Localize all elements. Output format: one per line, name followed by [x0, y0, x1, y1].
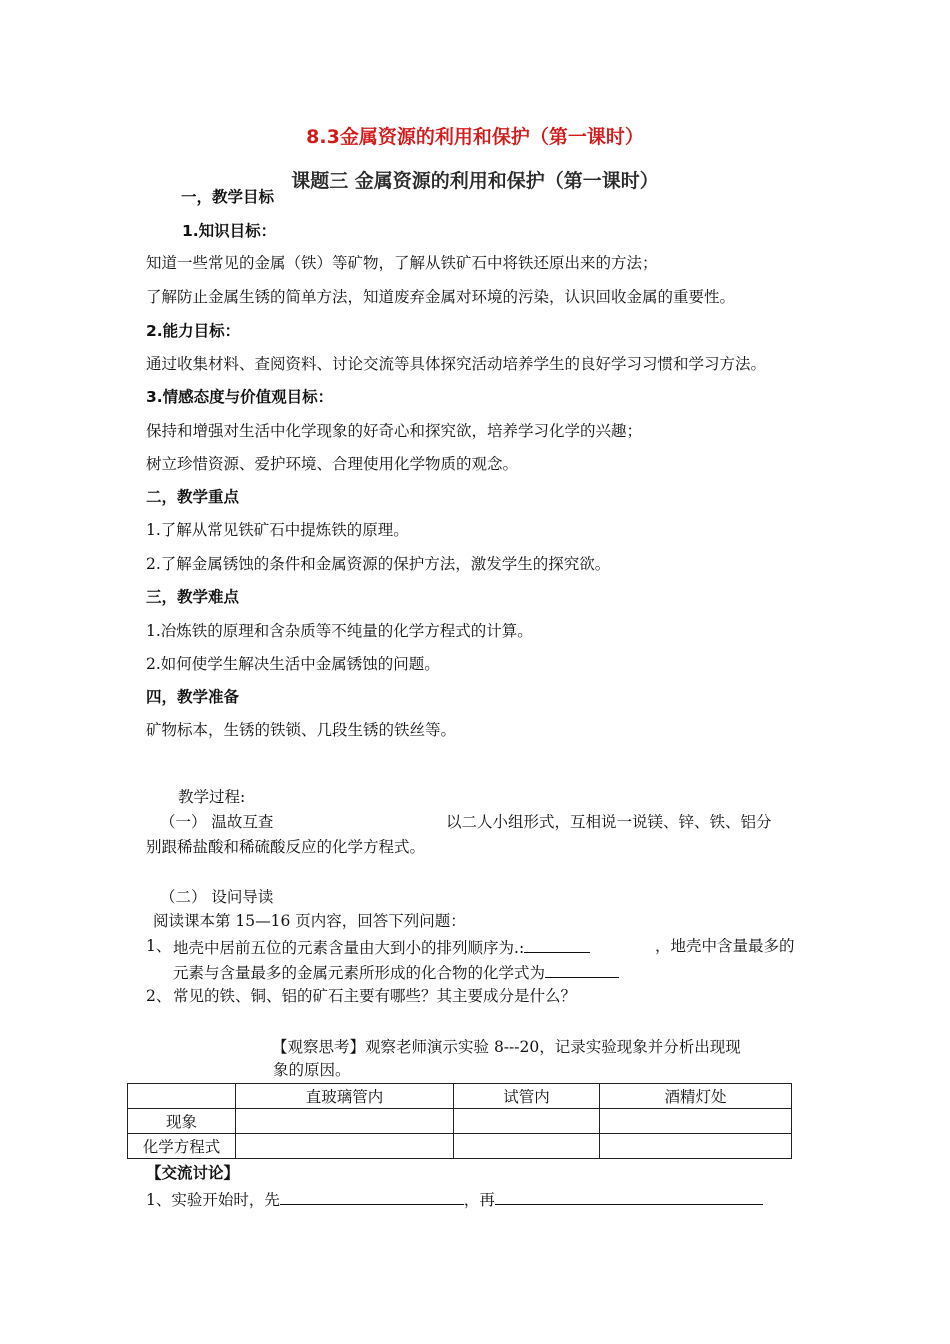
table-row: [128, 1109, 792, 1134]
difficulty-line: 1.冶炼铁的原理和含杂质等不纯量的化学方程式的计算。: [146, 622, 533, 640]
read-intro: 阅读课本第 15—16 页内容，回答下列问题：: [153, 912, 466, 930]
title-shadow: 课题三 金属资源的利用和保护（第一课时）: [291, 170, 659, 192]
section3-heading: 三，教学难点: [146, 588, 240, 606]
section1-heading: 一，教学目标: [181, 188, 275, 206]
observe-line: [272, 1037, 741, 1057]
table-cell[interactable]: [236, 1134, 454, 1159]
answer-blank[interactable]: [524, 936, 590, 953]
observe-text-cont: 象的原因。: [273, 1061, 351, 1079]
question-1: 地壳中居前五位的元素含量由大到小的排列顺序为.:: [173, 936, 590, 958]
answer-blank[interactable]: [280, 1188, 464, 1205]
difficulty-line: 2.如何使学生解决生活中金属锈蚀的问题。: [146, 655, 440, 673]
question-number: 1、: [146, 937, 172, 955]
knowledge-heading: 1.知识目标：: [182, 222, 277, 240]
table-row: [128, 1134, 792, 1159]
table-header-row: [128, 1084, 792, 1109]
emotion-heading: 3.情感态度与价值观目标：: [146, 388, 334, 406]
table-header: 试管内: [454, 1084, 600, 1109]
discussion-text-2: ，再: [463, 1191, 495, 1209]
knowledge-line: 了解防止金属生锈的简单方法，知道废弃金属对环境的污染，认识回收金属的重要性。: [146, 288, 736, 306]
part1-label: （一） 温故互查: [160, 813, 274, 831]
keypoint-line: 2.了解金属锈蚀的条件和金属资源的保护方法，激发学生的探究欲。: [146, 555, 611, 573]
part1-text: 以二人小组形式，互相说一说镁、锌、铁、铝分: [446, 813, 772, 831]
question-1-cont: ，地壳中含量最多的: [655, 937, 795, 955]
page-title: 8.3金属资源的利用和保护（第一课时）: [306, 126, 644, 148]
observe-label: 【观察思考】: [272, 1038, 366, 1056]
keypoint-line: 1.了解从常见铁矿石中提炼铁的原理。: [146, 521, 409, 539]
process-heading: 教学过程:: [178, 788, 246, 806]
discussion-question: [146, 1188, 763, 1210]
table-cell[interactable]: [600, 1134, 792, 1159]
table-header: 直玻璃管内: [236, 1084, 454, 1109]
question-1-text-2: 元素与含量最多的金属元素所形成的化合物的化学式为: [173, 964, 546, 982]
section2-heading: 二，教学重点: [146, 488, 240, 506]
preparation-line: 矿物标本，生锈的铁锁、几段生锈的铁丝等。: [146, 721, 457, 739]
table-row-label: 现象: [128, 1109, 236, 1134]
discussion-label: 【交流讨论】: [146, 1164, 240, 1182]
answer-blank[interactable]: [495, 1188, 763, 1205]
table-cell[interactable]: [600, 1109, 792, 1134]
table-row-label: 化学方程式: [128, 1134, 236, 1159]
question-1-line2: [173, 961, 619, 983]
part1-text-cont: 别跟稀盐酸和稀硫酸反应的化学方程式。: [146, 838, 426, 856]
question-1-text: 地壳中居前五位的元素含量由大到小的排列顺序为: [173, 939, 515, 957]
table-cell[interactable]: [454, 1134, 600, 1159]
section4-heading: 四，教学准备: [146, 688, 240, 706]
table-header: [128, 1084, 236, 1109]
table-cell[interactable]: [454, 1109, 600, 1134]
part2-label: （二） 设问导读: [160, 888, 274, 906]
observe-text: 观察老师演示实验 8---20，记录实验现象并分析出现现: [365, 1038, 741, 1056]
observation-table: [127, 1083, 792, 1159]
question-number: 2、: [146, 987, 172, 1005]
ability-heading: 2.能力目标：: [146, 322, 241, 340]
table-cell[interactable]: [236, 1109, 454, 1134]
ability-line: 通过收集材料、查阅资料、讨论交流等具体探究活动培养学生的良好学习习惯和学习方法。: [146, 355, 767, 373]
table-header: 酒精灯处: [600, 1084, 792, 1109]
emotion-line: 保持和增强对生活中化学现象的好奇心和探究欲，培养学习化学的兴趣；: [146, 422, 643, 440]
question-2: 常见的铁、铜、铝的矿石主要有哪些？其主要成分是什么？: [173, 987, 577, 1005]
knowledge-line: 知道一些常见的金属（铁）等矿物，了解从铁矿石中将铁还原出来的方法；: [146, 254, 658, 272]
discussion-text: 1、实验开始时，先: [146, 1191, 280, 1209]
emotion-line: 树立珍惜资源、爱护环境、合理使用化学物质的观念。: [146, 455, 519, 473]
answer-blank[interactable]: [545, 961, 619, 978]
